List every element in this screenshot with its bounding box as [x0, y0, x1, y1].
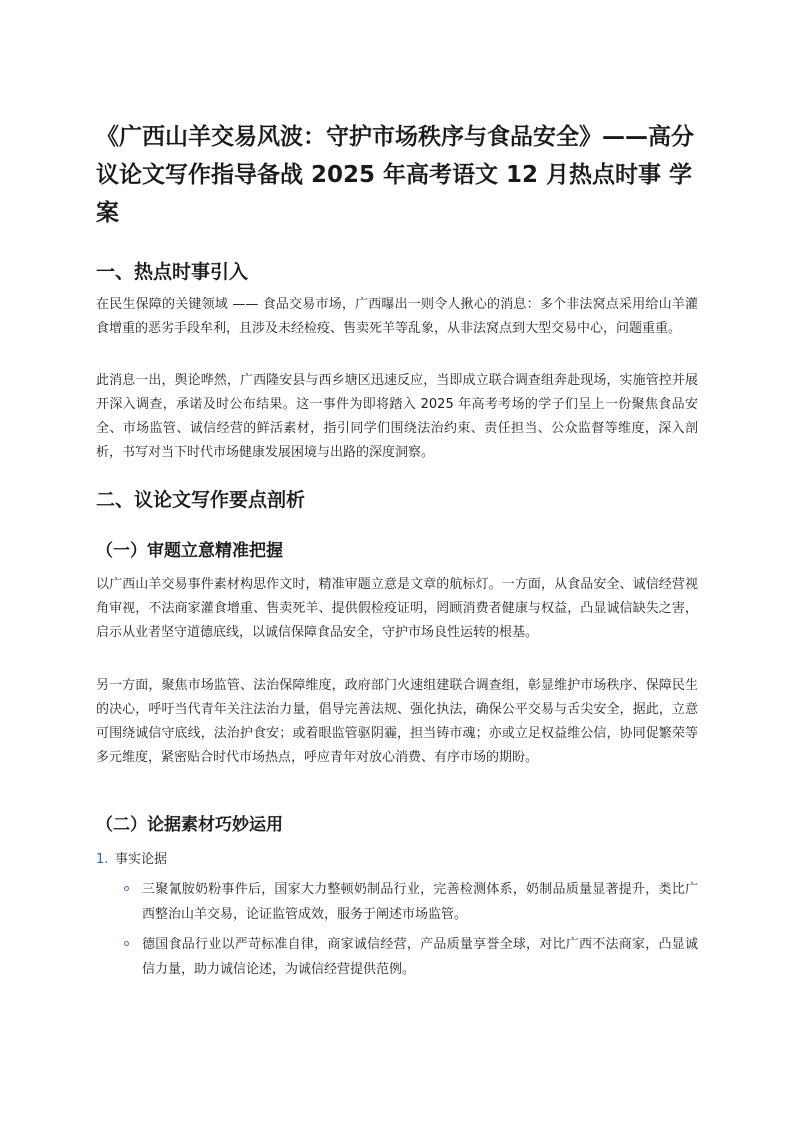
bullet-icon	[124, 886, 129, 891]
list-item: 三聚氰胺奶粉事件后，国家大力整顿奶制品行业，完善检测体系，奶制品质量显著提升，类比广西整治山羊交易，论证监管成效，服务于阐述市场监管。	[142, 882, 698, 922]
paragraph: 以广西山羊交易事件素材构思作文时，精准审题立意是文章的航标灯。一方面，从食品安全、诚信经营视角审视，不法商家灌食增重、售卖死羊、提供假检疫证明，罔顾消费者健康与权益，凸显诚信缺失之害，启示从业者坚守道德底线，以诚信保障食品安全，守护市场良性运转的根基。	[96, 577, 698, 640]
subsection-heading-topic: （一）审题立意精准把握	[96, 541, 283, 561]
paragraph: 此消息一出，舆论哗然，广西隆安县与西乡塘区迅速反应，当即成立联合调查组奔赴现场，实施管控并展开深入调查，承诺及时公布结果。这一事件为即将踏入 2025 年高考考场的学子们呈上一份聚焦食品安全、市场监管、诚信经营的鲜活素材，指引同学们围绕法治约束、责任担当、公众监督等维度，深入剖析，书写对当下时代市场健康发展困境与出路的深度洞察。	[96, 373, 698, 460]
list-item-label: 事实论据	[115, 852, 168, 867]
list-number: 1.	[96, 852, 109, 867]
document-title: 《广西山羊交易风波：守护市场秩序与食品安全》——高分议论文写作指导备战 2025 年高考语文 12 月热点时事 学案	[96, 124, 694, 226]
bullet-icon	[124, 941, 129, 946]
section-heading-writing-points: 二、议论文写作要点剖析	[96, 489, 306, 511]
list-item: 德国食品行业以严苛标准自律，商家诚信经营，产品质量享誉全球，对比广西不法商家，凸显诚信力量，助力诚信论述，为诚信经营提供范例。	[142, 937, 698, 977]
paragraph: 在民生保障的关键领域 —— 食品交易市场，广西曝出一则令人揪心的消息：多个非法窝点采用给山羊灌食增重的恶劣手段牟利，且涉及未经检疫、售卖死羊等乱象，从非法窝点到大型交易中心，问题重重。	[96, 297, 698, 336]
subsection-heading-evidence: （二）论据素材巧妙运用	[96, 815, 283, 835]
paragraph: 另一方面，聚焦市场监管、法治保障维度，政府部门火速组建联合调查组，彰显维护市场秩序、保障民生的决心，呼吁当代青年关注法治力量，倡导完善法规、强化执法，确保公平交易与舌尖安全，据此，立意可围绕诚信守底线，法治护食安；或着眼监管驱阴霾，担当铸市魂；亦或立足权益维公信，协同促繁荣等多元维度，紧密贴合时代市场热点，呼应青年对放心消费、有序市场的期盼。	[96, 678, 698, 765]
section-heading-hot-topic: 一、热点时事引入	[96, 261, 249, 283]
